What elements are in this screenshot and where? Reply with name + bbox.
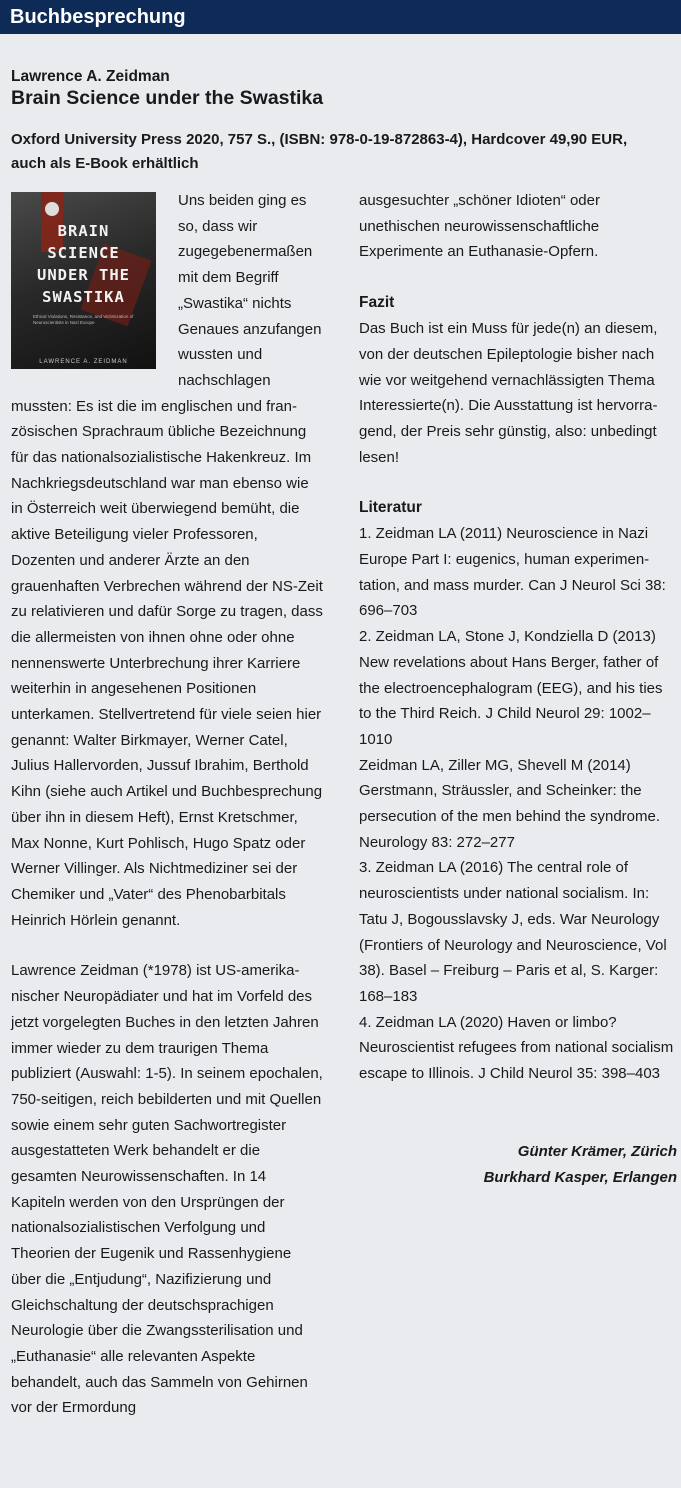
reviewer-signature-1: Günter Krämer, Zürich — [517, 1142, 677, 1160]
fazit-heading: Fazit — [359, 294, 395, 312]
book-author: Lawrence A. Zeidman — [11, 68, 170, 85]
section-header — [0, 0, 681, 34]
body-paragraph-2-continued: ausgesuchter „schöner Idioten“ oder unethischen neurowissenschaftliche Experimente an Euthanasie-Opfern. — [359, 192, 600, 261]
book-cover-image — [11, 192, 156, 369]
fazit-text: Das Buch ist ein Muss für jede(n) an diesem, von der deutschen Epileptologie bisher nach wie vor weitgehend vernachlässigten Thema Interessierte(n). Die Ausstattung ist hervorragend, der Preis sehr günstig, also: unbedingt lesen! — [359, 320, 658, 466]
literatur-heading: Literatur — [359, 499, 422, 517]
reviewer-signature-2: Burkhard Kasper, Erlangen — [483, 1168, 677, 1186]
book-title: Brain Science under the Swastika — [11, 87, 324, 109]
reference-item: 4. Zeidman LA (2020) Haven or limbo? Neuroscientist refugees from national socialism escape to Illinois. J Child Neurol 35: 398–403 — [359, 1013, 674, 1083]
body-paragraph-2: Lawrence Zeidman (*1978) ist US-amerikanischer Neuropädiater und hat im Vorfeld des jetzt vorgelegten Buches in den letzten Jahren immer wieder zu dem traurigen Thema publiziert (Auswahl: 1-5). In seinem epochalen, 750-seitigen, reich bebilderten und mit Quellen sowie einem sehr guten Sachwortregister ausgestatteten Werk behandelt er die gesamten Neurowissenschaften. In 14 Kapiteln werden von den Ursprüngen der nationalsozialistischen Verfolgung und Theorien der Eugenik und Rassenhygiene über die „Entjudung“, Nazifizierung und Gleichschaltung der deutschsprachigen Neurologie über die Zwangssterilisation und „Euthanasie“ alle relevanten Aspekte behandelt, auch das Sammeln von Gehirnen vor der Ermordung — [11, 962, 323, 1417]
emblem-icon — [45, 202, 59, 216]
left-column — [11, 188, 323, 1421]
reference-item: Zeidman LA, Ziller MG, Shevell M (2014) Gerstmann, Sträussler, and Scheinker: the persecution of the men behind the syndrome. Neurology 83: 272–277 — [359, 756, 661, 851]
reference-item: 3. Zeidman LA (2016) The central role of neuroscientists under national socialism. In: Tatu J, Bogousslavsky J, eds. War Neurology (Frontiers of Neurology and Neuroscience, Vol 38). Basel – Freiburg – Paris et al, S. Karger: 168–183 — [359, 859, 667, 1005]
cover-subtitle: Ethical Violations, Resistance, and Victimization of Neuroscientists in Nazi Europe — [33, 314, 134, 325]
right-column — [359, 188, 677, 1191]
cover-title: BRAIN SCIENCE UNDER THE SWASTIKA — [37, 222, 130, 306]
cover-author: LAWRENCE A. ZEIDMAN — [39, 359, 128, 365]
section-title: Buchbesprechung — [10, 6, 186, 28]
body-paragraph-1: Uns beiden ging es so, dass wir zugegebenermaßen mit dem Begriff „Swastika“ nichts Genaues anzufangen wussten und nachschlagen mussten: Es ist die im englischen und französischen Sprachraum übliche Bezeichnung für das nationalsozialistische Hakenkreuz. Im Nachkriegsdeutschland war man ebenso wie in Österreich weit überwiegend bemüht, die aktive Beteiligung vieler Professoren, Dozenten und anderer Ärzte an den grauenhaften Verbrechen während der NS-Zeit zu relativieren und dafür Sorge zu tragen, dass die allermeisten von ihnen ohne oder ohne nennenswerte Unterbrechung ihrer Karriere weiterhin in angesehenen Positionen unterkamen. Stellvertretend für viele seien hier genannt: Walter Birkmayer, Werner Catel, Julius Hallervorden, Jussuf Ibrahim, Berthold Kihn (siehe auch Artikel und Buchbesprechung über ihn in diesem Heft), Ernst Kretschmer, Max Nonne, Kurt Pohlisch, Hugo Spatz oder Werner Villinger. Als Nichtmediziner sei der Chemiker und „Vater“ des Phenobarbitals Heinrich Hörlein genannt. — [11, 192, 323, 929]
reference-item: 2. Zeidman LA, Stone J, Kondziella D (2013) New revelations about Hans Berger, father of the electroencephalogram (EEG), and his ties to the Third Reich. J Child Neurol 29: 1002–1010 — [359, 628, 663, 748]
reference-item: 1. Zeidman LA (2011) Neuroscience in Nazi Europe Part I: eugenics, human experimentation, and mass murder. Can J Neurol Sci 38: 696–703 — [359, 525, 666, 620]
publication-info: Oxford University Press 2020, 757 S., (ISBN: 978-0-19-872863-4), Hardcover 49,90 EUR, auch als E-Book erhältlich — [11, 131, 628, 172]
review-page — [0, 68, 681, 1417]
